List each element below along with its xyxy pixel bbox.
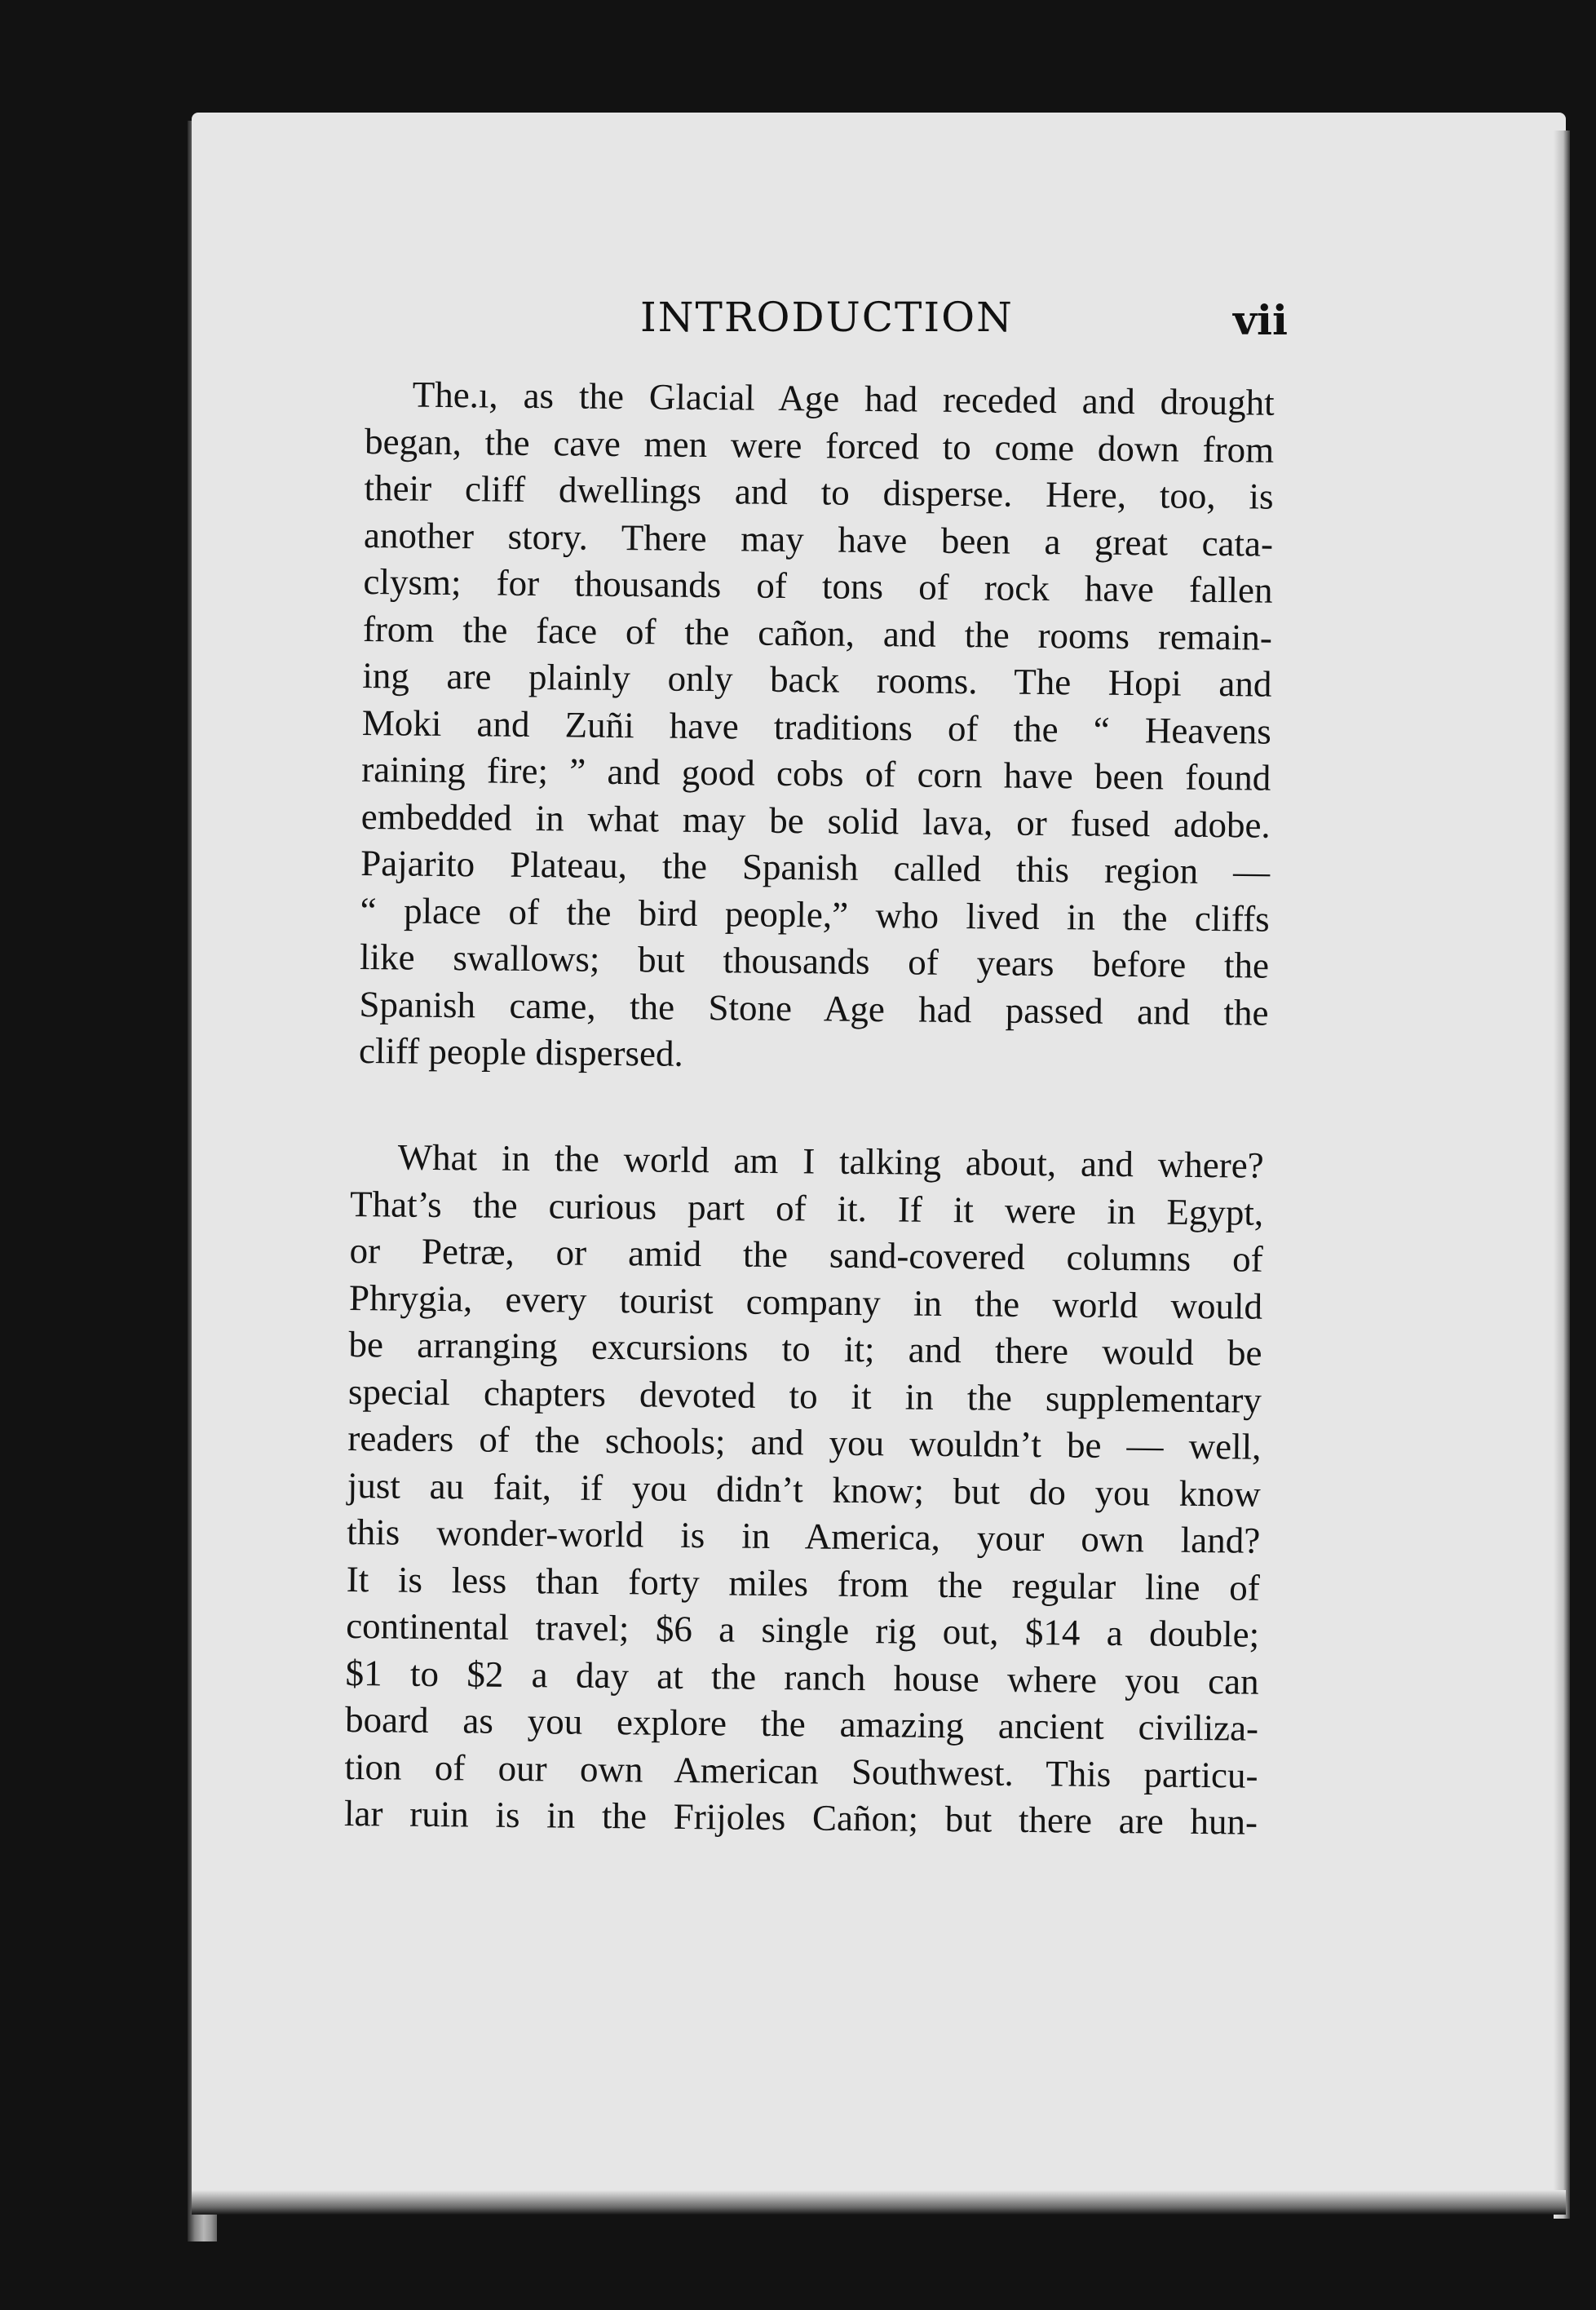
text-line: just au fait, if you didn’t know; but do you know [347, 1464, 1262, 1515]
paragraph-1 [359, 371, 1275, 1083]
text-line: special chapters devoted to it in the supplementary [347, 1370, 1262, 1421]
paragraph-2 [344, 1134, 1264, 1846]
text-line: raining fire; ” and good cobs of corn have been found [361, 748, 1271, 799]
text-line: readers of the schools; and you wouldn’t be — well, [347, 1417, 1262, 1467]
text-line: Moki and Zuñi have traditions of the “ Heavens [361, 701, 1272, 752]
page-right-edge [1554, 131, 1570, 2219]
text-line: The.ı, as the Glacial Age had receded and drought [412, 374, 1275, 423]
text-line: from the face of the cañon, and the rooms remain- [362, 608, 1273, 658]
text-line: began, the cave men were forced to come down from [364, 420, 1275, 471]
text-line: It is less than forty miles from the regular line of [346, 1558, 1260, 1609]
text-line: continental travel; $6 a single rig out, $14 a double; [345, 1604, 1260, 1655]
text-line: or Petræ, or amid the sand-covered columns of [349, 1229, 1263, 1280]
text-line: tion of our own American Southwest. This particu- [344, 1746, 1258, 1796]
text-line: clysm; for thousands of tons of rock have fallen [363, 560, 1273, 611]
text-line: Pajarito Plateau, the Spanish called this region — [360, 842, 1271, 892]
text-line: That’s the curious part of it. If it were in Egypt, [349, 1183, 1264, 1233]
text-line: $1 to $2 a day at the ranch house where you can [345, 1652, 1259, 1702]
text-line: be arranging excursions to it; and there would be [348, 1323, 1262, 1374]
text-line: lar ruin is in the Frijoles Cañon; but there are hun- [343, 1792, 1258, 1843]
running-head: INTRODUCTION [640, 294, 1014, 341]
text-line: “ place of the bird people,” who lived in the cliffs [360, 889, 1270, 940]
text-line: ing are plainly only back rooms. The Hopi and [362, 654, 1272, 705]
text-line: this wonder-world is in America, your own land? [347, 1511, 1261, 1561]
text-line: Spanish came, the Stone Age had passed and the [359, 983, 1269, 1033]
page-bottom-edge [192, 2190, 1566, 2215]
text-line: like swallows; but thousands of years before the [359, 936, 1270, 986]
page-number: vii [1233, 296, 1289, 344]
text-line: another story. There may have been a great cata- [363, 514, 1274, 564]
text-line: their cliff dwellings and to disperse. Here, too, is [364, 467, 1274, 517]
text-line: What in the world am I talking about, and where? [397, 1136, 1264, 1186]
text-line: board as you explore the amazing ancient civiliza- [344, 1698, 1259, 1749]
text-line: Phrygia, every tourist company in the world would [348, 1277, 1263, 1327]
text-line: cliff people dispersed. [358, 1029, 684, 1074]
text-line: embedded in what may be solid lava, or fused adobe. [360, 795, 1271, 846]
